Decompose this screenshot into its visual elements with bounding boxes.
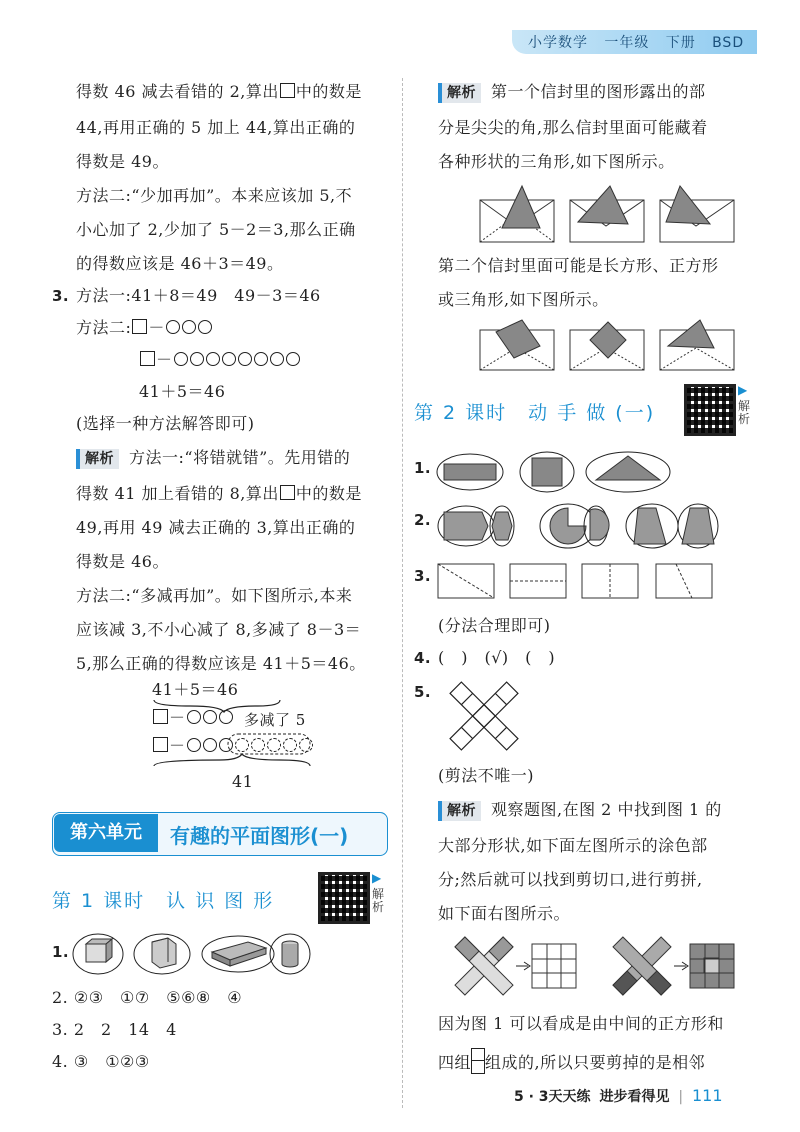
play-icon-2: ▶ xyxy=(738,383,748,397)
blank-box xyxy=(280,83,295,98)
fig-bottom-value: 41 xyxy=(232,772,254,791)
r-analysis2-line3: 分;然后就可以找到剪切口,进行剪拼, xyxy=(438,870,703,889)
header-edition: BSD xyxy=(712,35,745,51)
footer-slogan: 进步看得见 xyxy=(599,1089,670,1105)
q3-note: (选择一种方法解答即可) xyxy=(76,414,255,433)
header-term: 下册 xyxy=(665,35,696,51)
cross-cut-figure xyxy=(436,676,536,756)
unit-title: 有趣的平面图形(一) xyxy=(170,824,349,848)
r-q3-number: 3. xyxy=(414,567,432,585)
r-q2-figures xyxy=(436,500,736,552)
cut-and-join-figures xyxy=(448,930,748,1002)
qr-label-lesson2: 解析 xyxy=(738,399,751,426)
l1-q3: 3. 2 2 14 4 xyxy=(52,1020,177,1039)
footer-brand: 5 · 3天天练 xyxy=(514,1089,591,1105)
left-p5: 小心加了 2,少加了 5－2＝3,那么正确 xyxy=(76,220,356,239)
header-book: 小学数学 xyxy=(528,35,588,51)
header-text xyxy=(528,32,744,52)
left-analysis-line7: 5,那么正确的得数应该是 41＋5＝46。 xyxy=(76,654,366,673)
left-p1: 得数 46 减去看错的 2,算出 中的数是 xyxy=(76,82,362,101)
r-q1-figures xyxy=(436,450,676,494)
right-line2: 分是尖尖的角,那么信封里面可能藏着 xyxy=(438,118,708,137)
r-analysis2-line4: 如下面右图所示。 xyxy=(438,904,571,923)
left-analysis-line1: 解析 方法一:“将错就错”。先用错的 xyxy=(76,448,350,469)
footer: 5 · 3天天练 进步看得见 | 111 xyxy=(514,1086,723,1105)
r-q5-number: 5. xyxy=(414,683,432,701)
q3-method1: 方法一:41＋8＝49 49－3＝46 xyxy=(76,286,321,305)
left-analysis-line3: 49,再用 49 减去正确的 3,算出正确的 xyxy=(76,518,356,537)
right-line5: 或三角形,如下图所示。 xyxy=(438,290,609,309)
right-analysis-line1: 解析 第一个信封里的图形露出的部 xyxy=(438,82,706,103)
column-divider xyxy=(402,78,403,1108)
q3-number: 3. xyxy=(52,287,70,305)
right-line3: 各种形状的三角形,如下图所示。 xyxy=(438,152,675,171)
l1-q1-figures xyxy=(72,932,312,976)
left-p2: 44,再用正确的 5 加上 44,算出正确的 xyxy=(76,118,356,137)
group-shape-icon xyxy=(471,1048,485,1074)
fig-line2: － xyxy=(152,736,314,756)
r-q4-number: 4. xyxy=(414,649,432,667)
l1-q1-number: 1. xyxy=(52,943,70,961)
analysis-tag-right-2: 解析 xyxy=(438,801,481,821)
l1-q2: 2. ②③ ①⑦ ⑤⑥⑧ ④ xyxy=(52,988,243,1007)
left-p4: 方法二:“少加再加”。本来应该加 5,不 xyxy=(76,186,353,205)
left-analysis-line2: 得数 41 加上看错的 8,算出 中的数是 xyxy=(76,484,362,503)
header-grade: 一年级 xyxy=(604,35,650,51)
left-analysis-line4: 得数是 46。 xyxy=(76,552,169,571)
q3-method2: 方法二: － xyxy=(76,318,213,338)
lesson2-title: 第 2 课时 动 手 做 (一) xyxy=(414,402,656,424)
fig-note: 多减了 5 xyxy=(244,711,306,729)
play-icon: ▶ xyxy=(372,871,382,885)
r-analysis2-line6: 四组 组成的,所以只要剪掉的是相邻 xyxy=(438,1048,705,1074)
q3-equation: 41＋5＝46 xyxy=(139,382,226,401)
r-analysis2-line5: 因为图 1 可以看成是由中间的正方形和 xyxy=(438,1014,724,1033)
envelopes-quadrilaterals xyxy=(478,318,768,374)
qr-code-lesson2[interactable] xyxy=(684,384,736,436)
l1-q4: 4. ③ ①②③ xyxy=(52,1052,150,1071)
r-q3-note: (分法合理即可) xyxy=(438,616,551,635)
left-analysis-line5: 方法二:“多减再加”。如下图所示,本来 xyxy=(76,586,353,605)
left-analysis-line6: 应该减 3,不小心减了 8,多减了 8－3＝ xyxy=(76,620,362,639)
r-q1-number: 1. xyxy=(414,459,432,477)
left-p3: 得数是 49。 xyxy=(76,152,169,171)
r-q2-number: 2. xyxy=(414,511,432,529)
qr-label-lesson1: 解析 xyxy=(372,887,385,914)
page-number: 111 xyxy=(692,1086,723,1105)
right-line4: 第二个信封里面可能是长方形、正方形 xyxy=(438,256,719,275)
lesson1-title: 第 1 课时 认 识 图 形 xyxy=(52,890,275,912)
r-q5-note: (剪法不唯一) xyxy=(438,766,534,785)
analysis-tag-right: 解析 xyxy=(438,83,481,103)
r-analysis2-line2: 大部分形状,如下面左图所示的涂色部 xyxy=(438,836,708,855)
r-q3-figures xyxy=(436,560,726,602)
fig-top-equation: 41＋5＝46 xyxy=(152,680,239,699)
left-p6: 的得数应该是 46＋3＝49。 xyxy=(76,254,284,273)
unit-label: 第六单元 xyxy=(54,814,158,852)
analysis-tag: 解析 xyxy=(76,449,119,469)
r-q4-answer: ( ) (√) ( ) xyxy=(438,648,556,667)
fig-line1: － xyxy=(152,708,234,728)
envelopes-triangles xyxy=(478,182,768,246)
q3-method2-line2: － xyxy=(139,350,301,370)
qr-code-lesson1[interactable] xyxy=(318,872,370,924)
r-analysis2-line1: 解析 观察题图,在图 2 中找到图 1 的 xyxy=(438,800,722,821)
